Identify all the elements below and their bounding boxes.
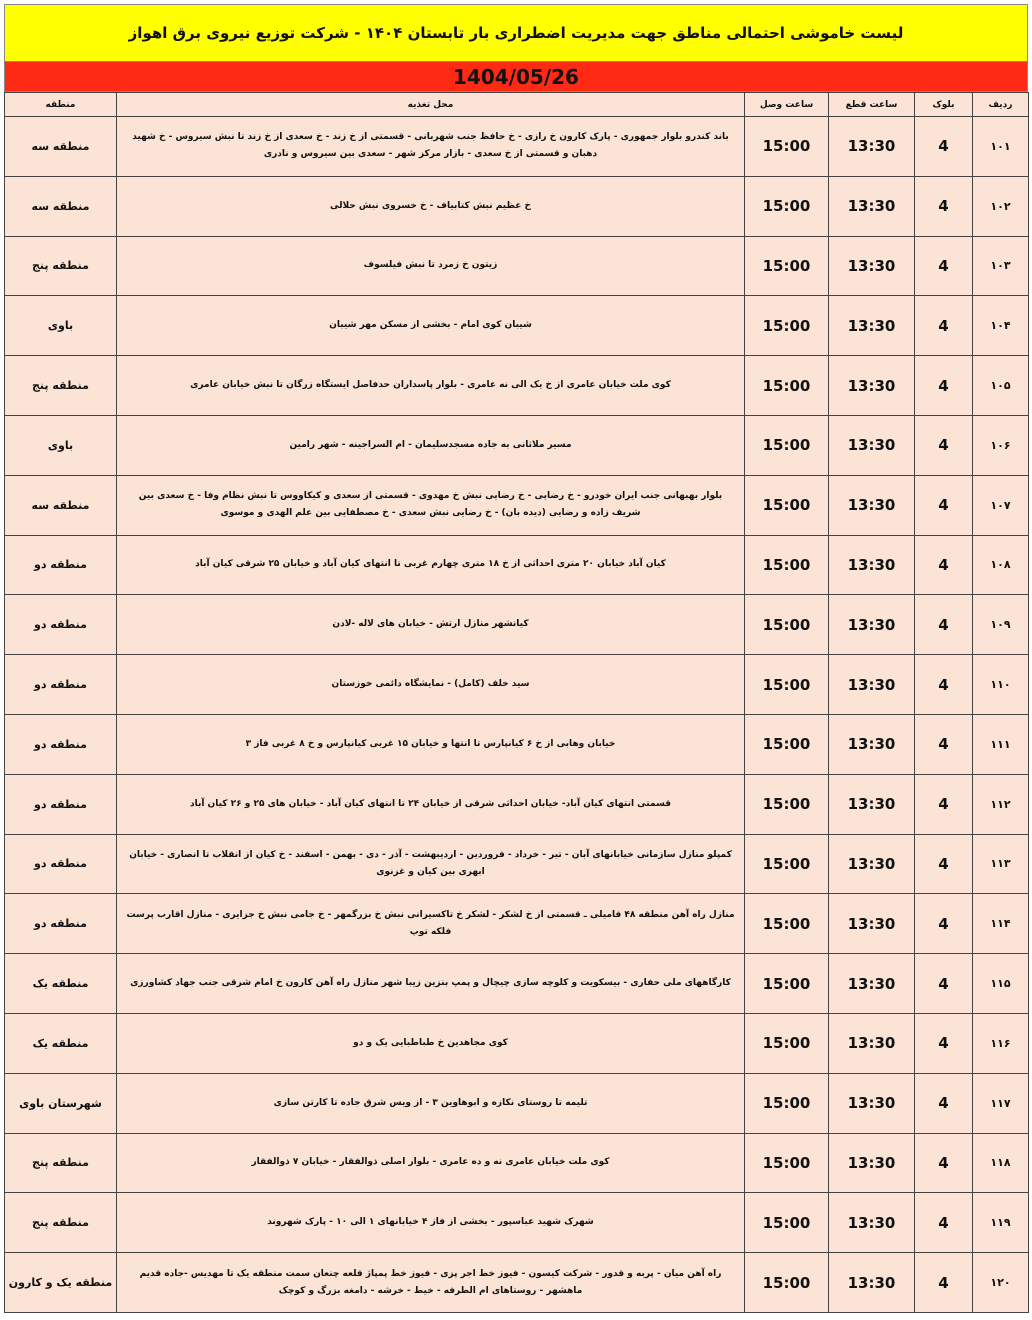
area-cell: منطقه پنج: [5, 1193, 117, 1253]
table-row: [5, 415, 1029, 475]
area-cell: منطقه یک: [5, 1013, 117, 1073]
table-row: [5, 236, 1029, 296]
feeder-cell: سید خلف (کامل) - نمایشگاه دائمی خوزستان: [117, 655, 745, 715]
row-number-cell: ۱۱۲: [973, 774, 1029, 834]
row-number-cell: ۱۱۰: [973, 655, 1029, 715]
cut-time-cell: 13:30: [829, 1133, 915, 1193]
block-cell: 4: [915, 1013, 973, 1073]
block-cell: 4: [915, 1193, 973, 1253]
row-number-cell: ۱۰۹: [973, 595, 1029, 655]
feeder-cell: شهرک شهید عباسپور - بخشی از فاز ۴ خیابانهای ۱ الی ۱۰ - پارک شهروند: [117, 1193, 745, 1253]
row-number-cell: ۱۱۸: [973, 1133, 1029, 1193]
row-number-cell: ۱۰۳: [973, 236, 1029, 296]
connect-time-cell: 15:00: [745, 117, 829, 177]
table-header-row: [5, 93, 1029, 117]
feeder-cell: خیابان وهابی از خ ۶ کیانپارس تا انتها و خیابان ۱۵ غربی کیانپارس و خ ۸ غربی فاز ۳: [117, 714, 745, 774]
connect-time-cell: 15:00: [745, 356, 829, 416]
block-cell: 4: [915, 655, 973, 715]
connect-time-cell: 15:00: [745, 236, 829, 296]
table-row: [5, 894, 1029, 954]
cut-time-cell: 13:30: [829, 535, 915, 595]
block-cell: 4: [915, 834, 973, 894]
cut-time-cell: 13:30: [829, 356, 915, 416]
row-number-cell: ۱۰۵: [973, 356, 1029, 416]
table-row: [5, 714, 1029, 774]
cut-time-cell: 13:30: [829, 296, 915, 356]
area-cell: باوی: [5, 415, 117, 475]
feeder-cell: کوی ملت خیابان عامری نه و ده عامری - بلوار اصلی ذوالفقار - خیابان ۷ ذوالفقار: [117, 1133, 745, 1193]
area-cell: منطقه سه: [5, 117, 117, 177]
table-row: [5, 535, 1029, 595]
date-banner: 1404/05/26: [4, 62, 1028, 92]
connect-time-cell: 15:00: [745, 1133, 829, 1193]
area-cell: منطقه یک: [5, 954, 117, 1014]
table-row: [5, 1073, 1029, 1133]
cut-time-cell: 13:30: [829, 1073, 915, 1133]
area-cell: شهرستان باوی: [5, 1073, 117, 1133]
row-number-cell: ۱۱۶: [973, 1013, 1029, 1073]
table-row: [5, 1013, 1029, 1073]
area-cell: منطقه سه: [5, 475, 117, 535]
header-connect-time: ساعت وصل: [745, 93, 829, 117]
block-cell: 4: [915, 176, 973, 236]
feeder-cell: شیبان کوی امام - بخشی از مسکن مهر شیبان: [117, 296, 745, 356]
connect-time-cell: 15:00: [745, 714, 829, 774]
block-cell: 4: [915, 954, 973, 1014]
row-number-cell: ۱۱۳: [973, 834, 1029, 894]
row-number-cell: ۱۰۲: [973, 176, 1029, 236]
row-number-cell: ۱۱۹: [973, 1193, 1029, 1253]
area-cell: منطقه یک و کارون: [5, 1253, 117, 1313]
table-row: [5, 176, 1029, 236]
block-cell: 4: [915, 894, 973, 954]
row-number-cell: ۱۱۷: [973, 1073, 1029, 1133]
feeder-cell: راه آهن میان - پربه و قدور - شرکت کیسون - فیوز خط اجر پزی - فیوز خط پمپاژ قلعه چنعان سمت منطقه یک تا مهدیس -جاده قدیم ماهشهر - روستاهای ام الطرفه - خیط - خرشه - دامغه بزرگ و کوچک: [117, 1253, 745, 1313]
area-cell: منطقه سه: [5, 176, 117, 236]
connect-time-cell: 15:00: [745, 954, 829, 1014]
feeder-cell: بلوار بهبهانی جنب ایران خودرو - خ رضایی - خ رضایی نبش خ مهدوی - قسمتی از سعدی و کیکاووس تا نبش نظام وفا - خ سعدی بین شریف زاده و رضایی (دیده بان) - خ رضایی نبش سعدی - خ مصطفایی بین علم الهدی و موسوی: [117, 475, 745, 535]
area-cell: منطقه پنج: [5, 356, 117, 416]
block-cell: 4: [915, 714, 973, 774]
connect-time-cell: 15:00: [745, 834, 829, 894]
block-cell: 4: [915, 595, 973, 655]
feeder-cell: کیانشهر منازل ارتش - خیابان های لاله -لادن: [117, 595, 745, 655]
feeder-cell: منازل راه آهن منطقه ۴۸ فامیلی ـ قسمتی از خ لشکر - لشکر خ تاکسیرانی نبش خ بزرگمهر - خ جامی نبش خ جزایری - منازل اقارب پرست فلکه توپ: [117, 894, 745, 954]
connect-time-cell: 15:00: [745, 894, 829, 954]
block-cell: 4: [915, 415, 973, 475]
row-number-cell: ۱۰۱: [973, 117, 1029, 177]
document-title: لیست خاموشی احتمالی مناطق جهت مدیریت اضطراری بار تابستان ۱۴۰۴ - شرکت توزیع نیروی برق اهواز: [4, 4, 1028, 62]
feeder-cell: باند کندرو بلوار جمهوری - پارک کارون خ رازی - خ حافظ جنب شهربانی - قسمتی از خ زند - خ سعدی از خ زند تا نبش سیروس - خ شهید دهبان و قسمتی از خ سعدی - بازار مرکز شهر - سعدی بین سیروس و نادری: [117, 117, 745, 177]
table-row: [5, 1193, 1029, 1253]
block-cell: 4: [915, 475, 973, 535]
area-cell: منطقه دو: [5, 535, 117, 595]
row-number-cell: ۱۰۷: [973, 475, 1029, 535]
connect-time-cell: 15:00: [745, 475, 829, 535]
table-row: [5, 475, 1029, 535]
connect-time-cell: 15:00: [745, 1253, 829, 1313]
area-cell: منطقه دو: [5, 774, 117, 834]
row-number-cell: ۱۰۴: [973, 296, 1029, 356]
table-row: [5, 356, 1029, 416]
block-cell: 4: [915, 296, 973, 356]
feeder-cell: زیتون خ زمرد تا نبش فیلسوف: [117, 236, 745, 296]
header-area: منطقه: [5, 93, 117, 117]
area-cell: باوی: [5, 296, 117, 356]
cut-time-cell: 13:30: [829, 1193, 915, 1253]
cut-time-cell: 13:30: [829, 1253, 915, 1313]
header-row-number: ردیف: [973, 93, 1029, 117]
feeder-cell: کوی مجاهدین خ طباطبایی یک و دو: [117, 1013, 745, 1073]
area-cell: منطقه دو: [5, 894, 117, 954]
header-cut-time: ساعت قطع: [829, 93, 915, 117]
connect-time-cell: 15:00: [745, 1013, 829, 1073]
table-row: [5, 954, 1029, 1014]
header-feeder: محل تغذیه: [117, 93, 745, 117]
connect-time-cell: 15:00: [745, 1073, 829, 1133]
block-cell: 4: [915, 535, 973, 595]
connect-time-cell: 15:00: [745, 655, 829, 715]
block-cell: 4: [915, 356, 973, 416]
area-cell: منطقه دو: [5, 655, 117, 715]
cut-time-cell: 13:30: [829, 1013, 915, 1073]
table-row: [5, 834, 1029, 894]
outage-table: [4, 92, 1029, 1313]
cut-time-cell: 13:30: [829, 834, 915, 894]
connect-time-cell: 15:00: [745, 176, 829, 236]
feeder-cell: تلیمه تا روستای نکازه و ابوهاوین ۳ - از ویس شرق جاده تا کارتن سازی: [117, 1073, 745, 1133]
cut-time-cell: 13:30: [829, 475, 915, 535]
table-row: [5, 1133, 1029, 1193]
cut-time-cell: 13:30: [829, 117, 915, 177]
row-number-cell: ۱۰۸: [973, 535, 1029, 595]
connect-time-cell: 15:00: [745, 296, 829, 356]
cut-time-cell: 13:30: [829, 236, 915, 296]
row-number-cell: ۱۱۴: [973, 894, 1029, 954]
block-cell: 4: [915, 1073, 973, 1133]
table-body: [5, 117, 1029, 1313]
row-number-cell: ۱۲۰: [973, 1253, 1029, 1313]
cut-time-cell: 13:30: [829, 894, 915, 954]
cut-time-cell: 13:30: [829, 595, 915, 655]
feeder-cell: قسمتی انتهای کیان آباد- خیابان احداثی شرقی از خیابان ۲۴ تا انتهای کیان آباد - خیابان های ۲۵ و ۲۶ کیان آباد: [117, 774, 745, 834]
connect-time-cell: 15:00: [745, 595, 829, 655]
area-cell: منطقه پنج: [5, 236, 117, 296]
table-row: [5, 1253, 1029, 1313]
feeder-cell: مسیر ملاثانی به جاده مسجدسلیمان - ام السراجینه - شهر رامین: [117, 415, 745, 475]
feeder-cell: کارگاههای ملی حفاری - بیسکویت و کلوچه سازی چیچال و پمپ بنزین زیبا شهر منازل راه آهن کارون خ امام شرقی جنب جهاد کشاورزی: [117, 954, 745, 1014]
table-row: [5, 655, 1029, 715]
table-row: [5, 774, 1029, 834]
cut-time-cell: 13:30: [829, 774, 915, 834]
block-cell: 4: [915, 236, 973, 296]
block-cell: 4: [915, 1133, 973, 1193]
header-block: بلوک: [915, 93, 973, 117]
area-cell: منطقه پنج: [5, 1133, 117, 1193]
feeder-cell: کیان آباد خیابان ۲۰ متری احداثی از خ ۱۸ متری چهارم غربی تا انتهای کیان آباد و خیابان ۲۵ شرقی کیان آباد: [117, 535, 745, 595]
block-cell: 4: [915, 1253, 973, 1313]
cut-time-cell: 13:30: [829, 415, 915, 475]
cut-time-cell: 13:30: [829, 176, 915, 236]
row-number-cell: ۱۱۱: [973, 714, 1029, 774]
cut-time-cell: 13:30: [829, 714, 915, 774]
block-cell: 4: [915, 774, 973, 834]
area-cell: منطقه دو: [5, 714, 117, 774]
cut-time-cell: 13:30: [829, 655, 915, 715]
table-row: [5, 296, 1029, 356]
block-cell: 4: [915, 117, 973, 177]
table-row: [5, 595, 1029, 655]
feeder-cell: کمپلو منازل سازمانی خیابانهای آبان - تیر - خرداد - فروردین - اردیبهشت - آذر - دی - بهمن - اسفند - خ کیان از انقلاب تا انصاری - خیابان ابهری بین کیان و غزنوی: [117, 834, 745, 894]
connect-time-cell: 15:00: [745, 535, 829, 595]
area-cell: منطقه دو: [5, 595, 117, 655]
area-cell: منطقه دو: [5, 834, 117, 894]
row-number-cell: ۱۰۶: [973, 415, 1029, 475]
connect-time-cell: 15:00: [745, 1193, 829, 1253]
connect-time-cell: 15:00: [745, 774, 829, 834]
table-row: [5, 117, 1029, 177]
feeder-cell: خ عظیم نبش کتابیاف - خ خسروی نبش حلالی: [117, 176, 745, 236]
connect-time-cell: 15:00: [745, 415, 829, 475]
row-number-cell: ۱۱۵: [973, 954, 1029, 1014]
feeder-cell: کوی ملت خیابان عامری از خ یک الی نه عامری - بلوار پاسداران حدفاصل ایستگاه زرگان تا نبش خیابان عامری: [117, 356, 745, 416]
cut-time-cell: 13:30: [829, 954, 915, 1014]
